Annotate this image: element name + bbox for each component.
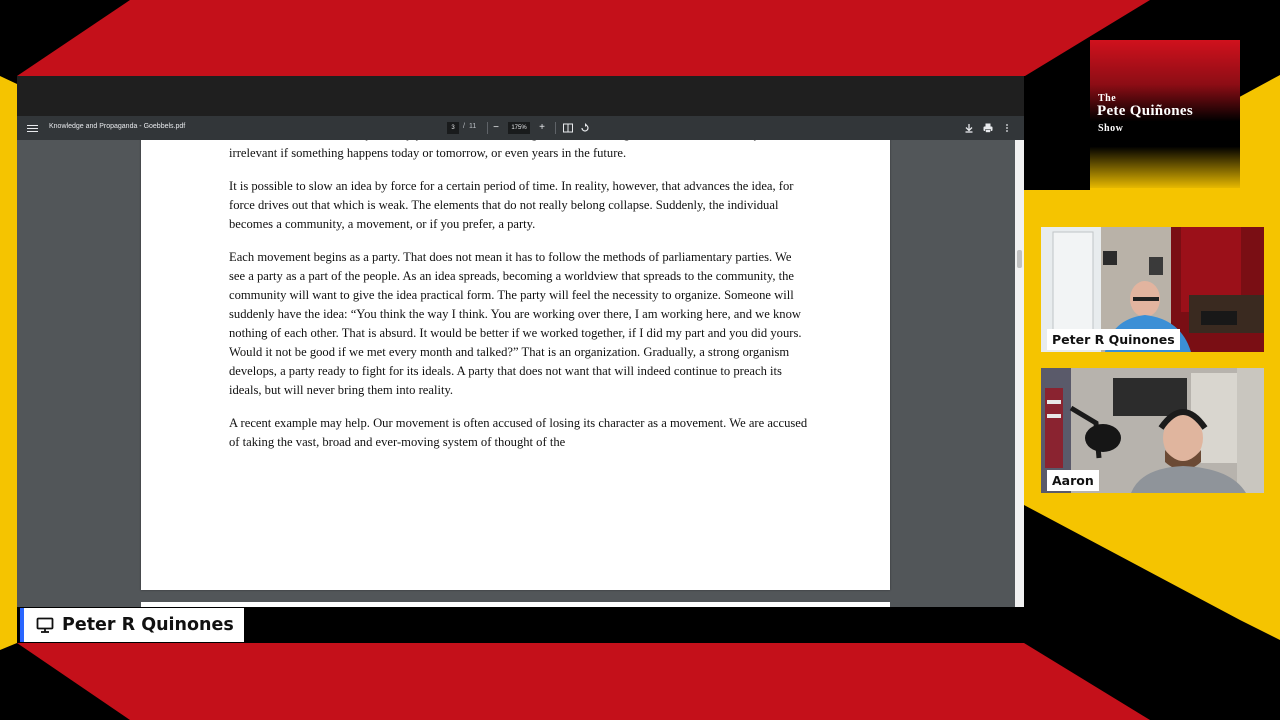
shared-screen [17, 76, 1024, 643]
total-pages: 11 [469, 123, 477, 130]
paragraph: It is possible to slow an idea by force for a certain period of time. In reality, however, that advances the idea, for force drives out that which is weak. The elements that do not really belong collapse. Suddenly, the individual becomes a community, a movement, or if you prefer, a party. [229, 179, 794, 231]
zoom-out-icon[interactable]: − [493, 122, 499, 133]
webcam-tile-peter[interactable] [1041, 227, 1264, 352]
viewer-top-band [17, 76, 1024, 116]
page-separator: / [463, 123, 465, 130]
zoom-level-input[interactable]: 175% [508, 122, 530, 134]
paragraph: A recent example may help. Our movement is often accused of losing its character as a movement. We are accused of taking the vast, broad and ever-moving system of thought of the [229, 416, 808, 449]
pdf-page-text [229, 140, 809, 466]
pdf-filename: Knowledge and Propaganda - Goebbels.pdf [49, 123, 186, 130]
pdf-page [141, 140, 890, 590]
logo-text-the: The [1098, 93, 1117, 104]
left-yellow-strip [0, 76, 17, 650]
pdf-toolbar [17, 116, 1024, 140]
participant-name-label: Peter R Quinones [1047, 329, 1180, 350]
paragraph: Each movement begins as a party. That does not mean it has to follow the methods of parliamentary parties. We see a party as a part of the people. As an idea spreads, becoming a worldview that spreads to the community, the community will want to give the idea practical form. The party will feel the necessity to organize. Someone will suddenly have the idea: “You think the way I think. You are working over there, I am working here, and we know nothing of each other. That is absurd. It would be better if we worked together, if I did my part and you did yours. Would it not be good if we met every month and talked?” That is an organization. Gradually, a strong organism develops, a party ready to fight for its ideals. A party that does not want that will indeed continue to preach its ideals, but will never bring them into reality. [229, 250, 802, 397]
pdf-scrollbar[interactable] [1015, 140, 1024, 607]
top-red-band [17, 0, 1150, 76]
presenter-name: Peter R Quinones [62, 615, 234, 635]
presenter-tag [20, 608, 244, 642]
fit-page-icon[interactable] [562, 122, 574, 134]
scrollbar-thumb[interactable] [1017, 250, 1022, 268]
paragraph: irrelevant if something happens today or tomorrow, or even years in the future. [229, 146, 627, 160]
monitor-icon [36, 616, 54, 634]
bottom-red-band [17, 643, 1150, 720]
rotate-icon[interactable] [579, 122, 591, 134]
toolbar-divider [487, 122, 488, 134]
more-options-icon[interactable] [1001, 122, 1013, 134]
zoom-in-icon[interactable]: + [539, 122, 545, 133]
show-logo [1090, 40, 1240, 188]
logo-text-name: Pete Quiñones [1097, 103, 1193, 119]
print-icon[interactable] [982, 122, 994, 134]
page-number-input[interactable]: 3 [447, 122, 459, 134]
webcam-tile-aaron[interactable] [1041, 368, 1264, 493]
pdf-document-area[interactable] [17, 140, 1015, 607]
toolbar-divider [555, 122, 556, 134]
logo-text-show: Show [1098, 123, 1124, 134]
menu-icon[interactable] [27, 122, 38, 134]
download-icon[interactable] [963, 122, 975, 134]
participant-name-label: Aaron [1047, 470, 1099, 491]
